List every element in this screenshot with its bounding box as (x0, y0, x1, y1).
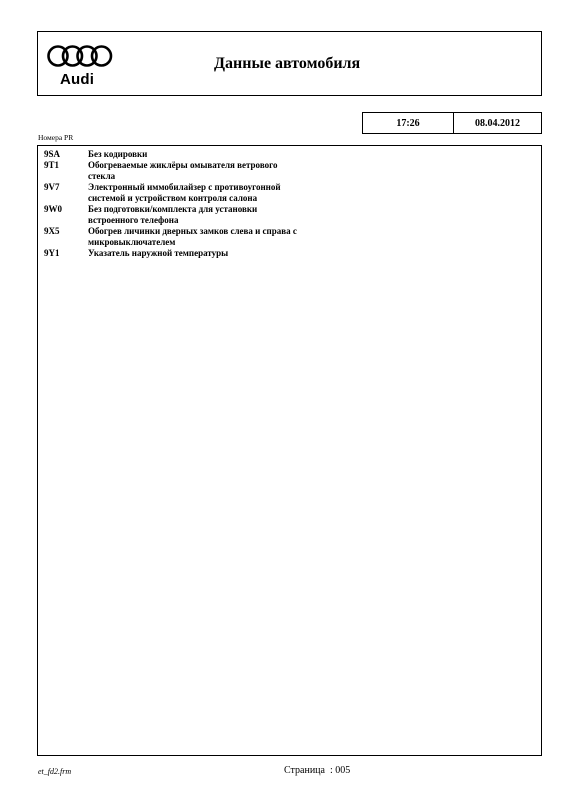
pr-code: 9T1 (44, 160, 60, 170)
pr-numbers-panel (37, 145, 542, 756)
document-header (37, 31, 542, 96)
timestamp-box (362, 112, 542, 134)
list-item (44, 182, 344, 204)
pr-code: 9X5 (44, 226, 60, 236)
page-number: Страница : 005 (284, 765, 351, 776)
list-item (44, 226, 344, 248)
pr-description: Без кодировки (88, 149, 148, 159)
page-title: Данные автомобиля (214, 55, 361, 72)
list-item (44, 160, 344, 182)
pr-description: Указатель наружной температуры (88, 248, 229, 258)
pr-description: Обогреваемые жиклёры омывателя ветрового стекла (88, 160, 278, 181)
pr-description: Без подготовки/комплекта для установки встроенного телефона (88, 204, 258, 225)
date-value: 08.04.2012 (475, 117, 520, 129)
list-item (44, 204, 344, 226)
list-item (44, 149, 344, 160)
list-item (44, 248, 344, 259)
pr-list (44, 149, 344, 259)
pr-code: 9SA (44, 149, 61, 159)
audi-logo-text: Audi (60, 71, 95, 88)
pr-code: 9Y1 (44, 248, 60, 258)
pr-code: 9W0 (44, 204, 62, 214)
form-filename: et_fd2.frm (38, 767, 72, 776)
audi-rings-icon (47, 43, 113, 69)
pr-description: Электронный иммобилайзер с противоугонной системой и устройством контроля салона (88, 182, 281, 203)
audi-logo (47, 43, 113, 89)
time-value: 17:26 (363, 113, 454, 133)
pr-description: Обогрев личинки дверных замков слева и справа с микровыключателем (88, 226, 297, 247)
section-label: Номера PR (38, 133, 74, 142)
pr-code: 9V7 (44, 182, 60, 192)
